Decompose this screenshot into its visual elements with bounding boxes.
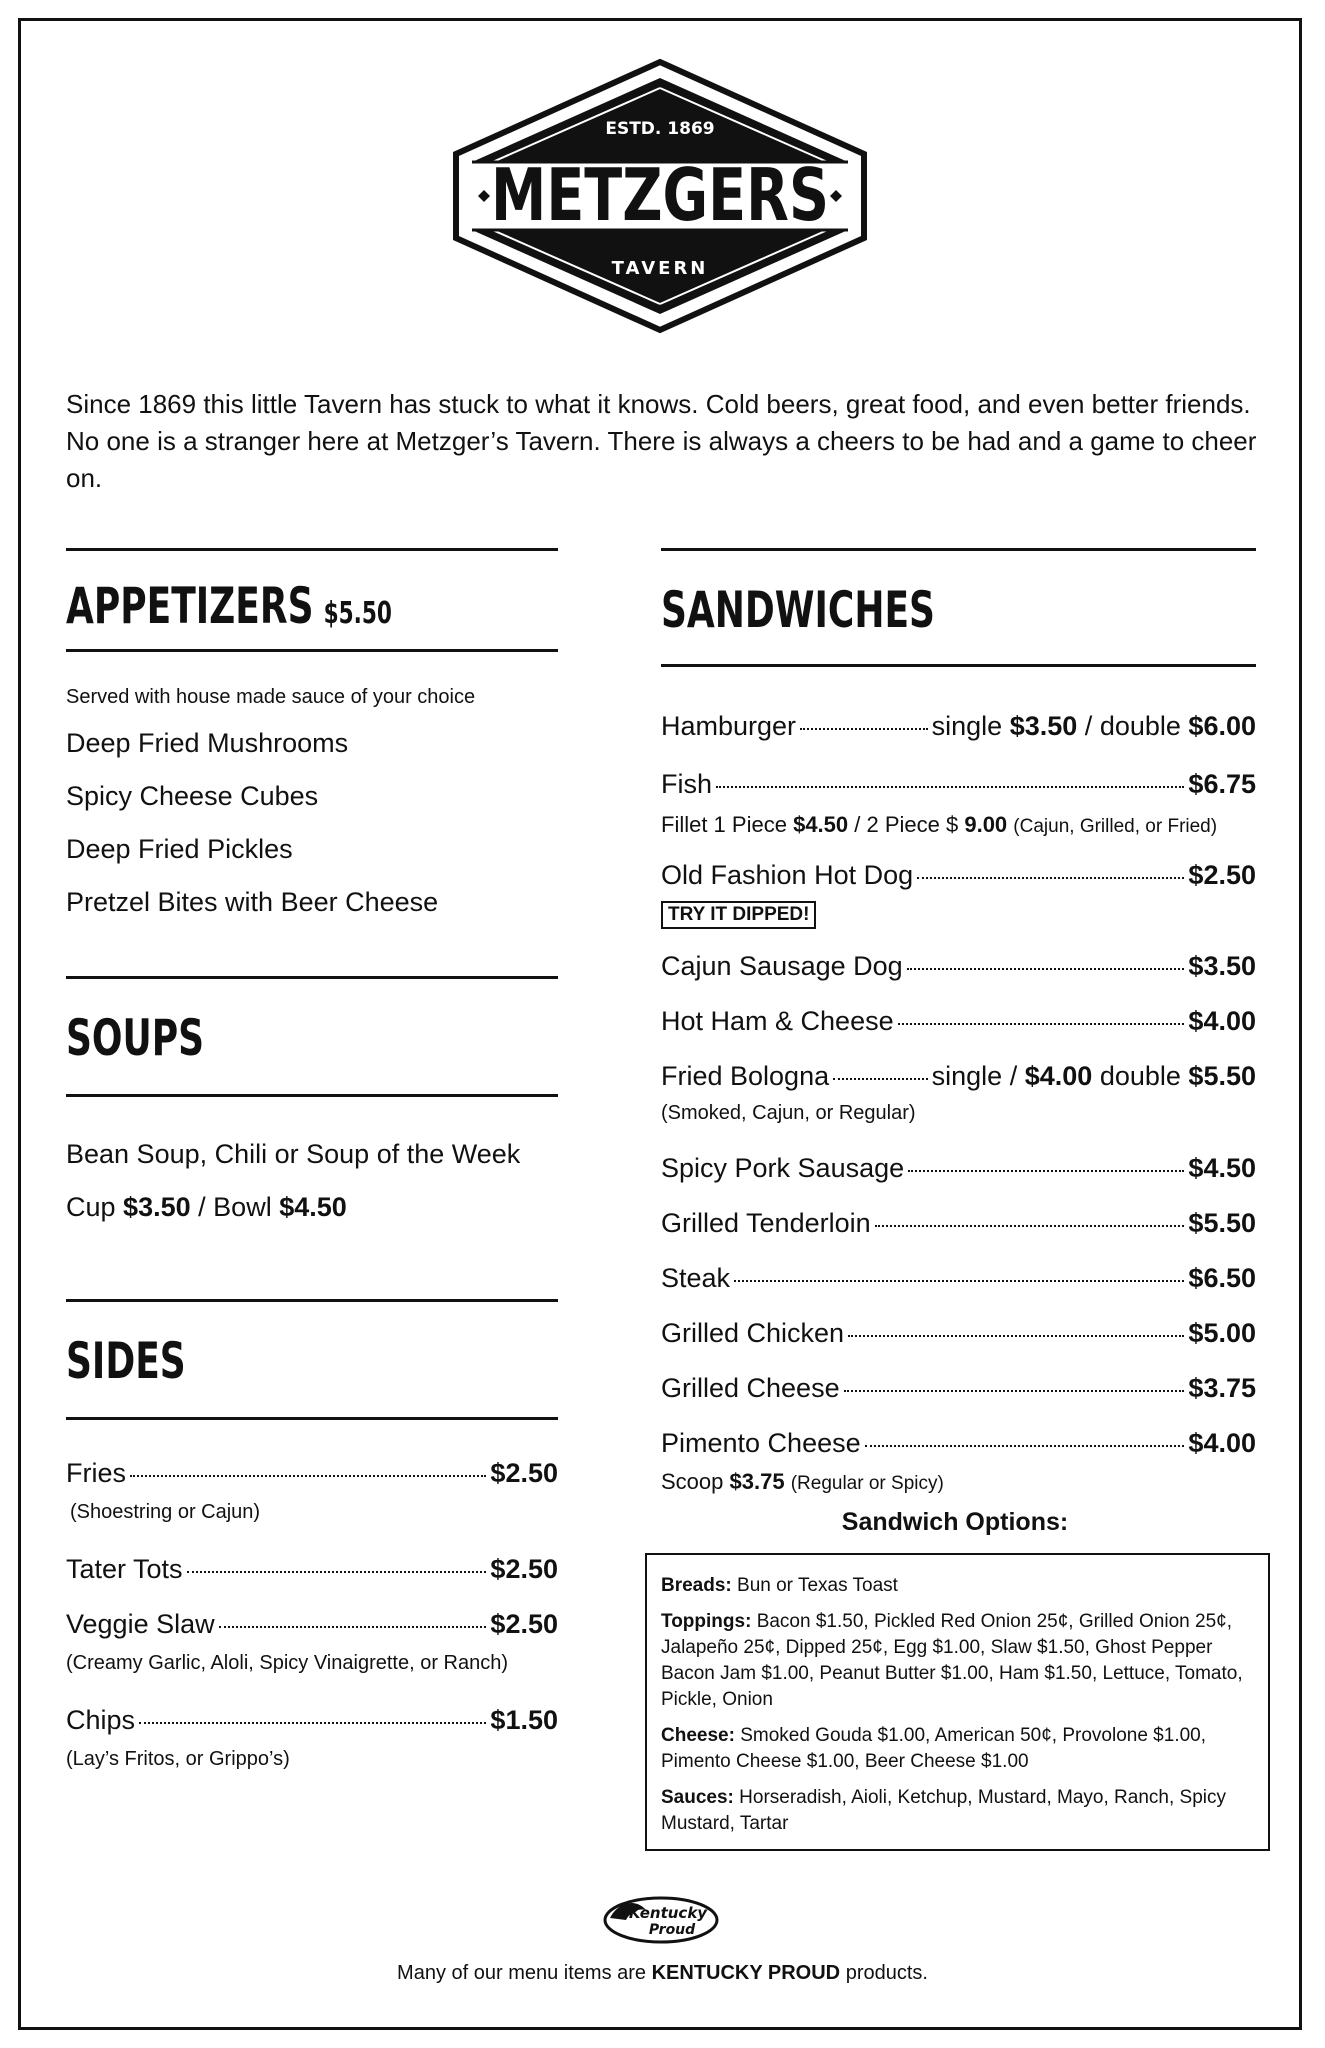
sandwich-item: Cajun Sausage Dog $3.50 — [661, 951, 1256, 981]
sandwich-item: Grilled Cheese $3.75 — [661, 1373, 1256, 1403]
sandwich-options-box — [645, 1553, 1270, 1851]
sides-header — [66, 1302, 558, 1417]
appetizer-item: Spicy Cheese Cubes — [66, 781, 319, 811]
sandwich-item: Pimento Cheese $4.00 — [661, 1428, 1256, 1458]
price-separator: / — [198, 1192, 206, 1222]
sandwich-options-title: Sandwich Options: — [841, 1508, 1069, 1536]
bologna-note: (Smoked, Cajun, or Regular) — [661, 1102, 916, 1124]
appetizers-price: $5.50 — [323, 596, 392, 631]
divider — [661, 664, 1256, 667]
sandwich-item: Spicy Pork Sausage $4.50 — [661, 1153, 1256, 1183]
sandwich-item: Old Fashion Hot Dog $2.50 — [661, 860, 1256, 890]
sandwich-item: Steak $6.50 — [661, 1263, 1256, 1293]
try-it-dipped-badge: TRY IT DIPPED! — [661, 901, 816, 929]
breads-option: Breads: Bun or Texas Toast — [661, 1575, 898, 1596]
cup-price: $3.50 — [123, 1192, 191, 1222]
intro-text: Since 1869 this little Tavern has stuck to what it knows. Cold beers, great food, and even better friends. No one is a stranger here at Metzger’s Tavern. There is always a cheers to be had and a game to cheer on. — [66, 389, 1257, 493]
proud-text: Proud — [648, 1922, 696, 1938]
logo-tavern: TAVERN — [611, 258, 709, 279]
left-column — [66, 548, 558, 1771]
sides-title: SIDES — [66, 1332, 186, 1390]
side-note: (Shoestring or Cajun) — [70, 1501, 261, 1523]
sandwich-item: Grilled Chicken $5.00 — [661, 1318, 1256, 1348]
toppings-option: Toppings: Bacon $1.50, Pickled Red Onion 25¢, Grilled Onion 25¢, Jalapeño 25¢, Dipped 25¢, Egg $1.00, Slaw $1.50, Ghost Pepper Bacon Jam $1.00, Peanut Butter $1.00, Ham $1.50, Lettuce, Tomato, Pickle, Onion — [661, 1611, 1243, 1710]
sandwich-item: Fried Bologna single / $4.00 double $5.50 — [661, 1061, 1256, 1091]
appetizers-note: Served with house made sauce of your choice — [66, 686, 476, 708]
side-item: Chips $1.50 — [66, 1705, 558, 1735]
sandwich-item: Hamburger single $3.50 / double $6.00 — [661, 711, 1256, 741]
footer-text: Many of our menu items are KENTUCKY PROUD products. — [397, 1962, 928, 1984]
side-note: (Lay’s Fritos, or Grippo’s) — [66, 1748, 290, 1770]
sandwich-item: Grilled Tenderloin $5.50 — [661, 1208, 1256, 1238]
logo-name: METZGERS — [491, 153, 829, 237]
right-column — [661, 548, 1256, 1495]
soups-header — [66, 979, 558, 1094]
appetizer-item: Deep Fried Pickles — [66, 834, 293, 864]
appetizer-item: Deep Fried Mushrooms — [66, 728, 349, 758]
sauces-option: Sauces: Horseradish, Aioli, Ketchup, Mustard, Mayo, Ranch, Spicy Mustard, Tartar — [661, 1787, 1226, 1834]
divider — [66, 649, 558, 652]
soups-title: SOUPS — [66, 1009, 205, 1067]
soups-prices — [66, 1194, 558, 1221]
logo-estd: ESTD. 1869 — [605, 119, 715, 139]
bowl-label: Bowl — [213, 1192, 272, 1222]
sandwich-item: Fish $6.75 — [661, 769, 1256, 799]
bowl-price: $4.50 — [279, 1192, 347, 1222]
soups-line: Bean Soup, Chili or Soup of the Week — [66, 1139, 521, 1169]
appetizers-title: APPETIZERS — [66, 577, 314, 635]
metzgers-logo — [452, 58, 868, 334]
cheese-option: Cheese: Smoked Gouda $1.00, American 50¢, Provolone $1.00, Pimento Cheese $1.00, Beer Cheese $1.00 — [661, 1725, 1207, 1772]
side-item: Fries $2.50 — [66, 1458, 558, 1488]
divider — [66, 1417, 558, 1420]
kentucky-text: Kentucky — [628, 1904, 708, 1922]
side-item: Tater Tots $2.50 — [66, 1554, 558, 1584]
kentucky-proud-logo-icon — [596, 1888, 726, 1950]
appetizer-item: Pretzel Bites with Beer Cheese — [66, 887, 439, 917]
pimento-note: Scoop $3.75 (Regular or Spicy) — [661, 1469, 944, 1494]
side-note: (Creamy Garlic, Aloli, Spicy Vinaigrette, or Ranch) — [66, 1652, 509, 1674]
appetizers-header — [66, 551, 558, 649]
fish-note: Fillet 1 Piece $4.50 / 2 Piece $ 9.00 (Cajun, Grilled, or Fried) — [661, 812, 1218, 837]
sandwich-item: Hot Ham & Cheese $4.00 — [661, 1006, 1256, 1036]
divider — [66, 1094, 558, 1097]
sandwiches-title: SANDWICHES — [661, 581, 935, 639]
side-item: Veggie Slaw $2.50 — [66, 1609, 558, 1639]
sandwiches-header — [661, 551, 1256, 664]
cup-label: Cup — [66, 1192, 116, 1222]
